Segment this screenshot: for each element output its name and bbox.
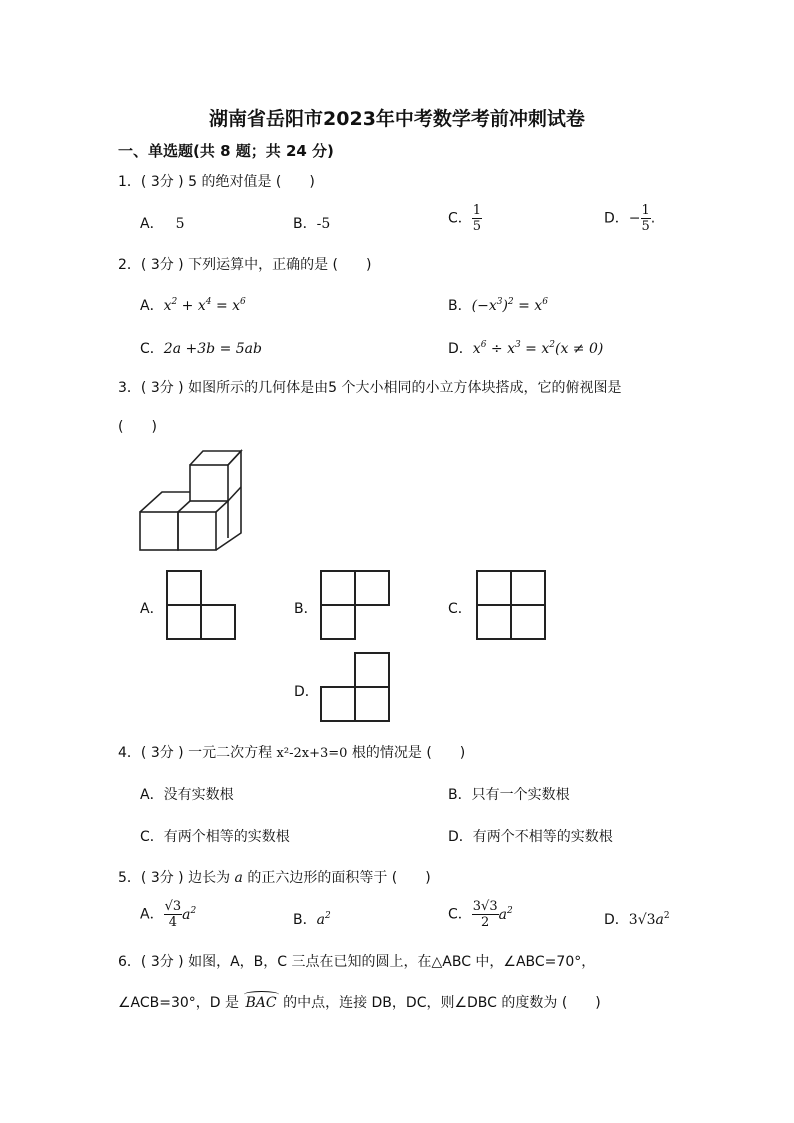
- option-label: A．: [140, 298, 164, 314]
- fraction: [641, 203, 651, 234]
- q4-option-c[interactable]: C．有两个相等的实数根: [140, 829, 290, 845]
- q4-stem: [118, 742, 465, 762]
- q1-option-a[interactable]: [140, 213, 185, 233]
- formula: $x^2 + x^4 = x^6$: [163, 297, 246, 314]
- period: .: [650, 210, 656, 227]
- q5-stem: [118, 867, 431, 887]
- option-label: D．: [448, 341, 473, 357]
- q1-option-d[interactable]: [604, 203, 655, 234]
- q1-option-b[interactable]: [293, 213, 330, 233]
- q5-option-a[interactable]: [140, 899, 196, 930]
- q3-option-b-figure[interactable]: [320, 570, 392, 642]
- q6-line2: [118, 992, 601, 1012]
- formula: $(-x^3)^2 = x^6$: [471, 297, 548, 314]
- formula: 2a +3b = 5ab: [163, 341, 262, 357]
- formula: $a^2$: [182, 905, 197, 923]
- q6-line2-pre: ∠ACB=30°，D 是: [118, 995, 244, 1011]
- q1-option-c[interactable]: [448, 203, 482, 234]
- q3-option-a-label[interactable]: A．: [140, 601, 164, 617]
- formula: $a^2$: [316, 911, 331, 928]
- formula: $x^6 \div x^3 = x^2(x \ne 0)$: [472, 340, 604, 357]
- minus-sign: −: [628, 210, 641, 227]
- q4-option-d[interactable]: D．有两个不相等的实数根: [448, 829, 613, 845]
- q5-stem-pre: 5．( 3分 ) 边长为: [118, 870, 235, 886]
- fraction: $\frac{√3}{4}$: [164, 899, 182, 930]
- q3-option-a-figure[interactable]: [166, 570, 238, 642]
- option-text: 5: [175, 216, 185, 232]
- option-label: B．: [293, 912, 317, 928]
- q3-option-d-label[interactable]: D．: [294, 684, 319, 700]
- q3-option-d-figure[interactable]: [320, 652, 392, 724]
- option-label: B．: [448, 298, 472, 314]
- q2-stem: 2．( 3分 ) 下列运算中，正确的是 ( ): [118, 257, 372, 273]
- option-label: C．: [448, 906, 472, 923]
- arc-mark: [244, 991, 279, 998]
- q4-stem-post: 根的情况是 ( ): [347, 745, 466, 761]
- formula: $3√3a^2$: [628, 911, 670, 928]
- page-title: 湖南省岳阳市2023年中考数学考前冲刺试卷: [209, 108, 585, 130]
- section-heading: 一、单选题(共 8 题；共 24 分): [118, 142, 334, 160]
- option-label: D．: [604, 210, 629, 227]
- q4-equation: x²-2x+3=0: [276, 746, 348, 761]
- fraction: [472, 203, 482, 234]
- denominator: 5: [472, 219, 482, 234]
- formula: $a^2$: [498, 905, 513, 923]
- option-label: C．: [448, 210, 472, 227]
- cube-solid-figure: [130, 445, 250, 557]
- fraction: $\frac{3√3}{2}$: [472, 899, 498, 930]
- q3-option-b-label[interactable]: B．: [294, 601, 318, 617]
- arc-letters: BAC: [245, 995, 277, 1011]
- q4-option-a[interactable]: A．没有实数根: [140, 787, 234, 803]
- q2-option-a[interactable]: [140, 295, 246, 315]
- q5-option-c[interactable]: [448, 899, 513, 930]
- arc-notation: [244, 995, 279, 1011]
- q5-stem-post: 的正六边形的面积等于 ( ): [242, 870, 431, 886]
- option-text: -5: [316, 216, 331, 232]
- q5-variable: a: [234, 870, 243, 886]
- q1-stem: 1．( 3分 ) 5 的绝对值是 ( ): [118, 174, 315, 190]
- q4-stem-pre: 4．( 3分 ) 一元二次方程: [118, 745, 277, 761]
- numerator: 1: [641, 203, 650, 218]
- option-label: A．: [140, 906, 164, 923]
- option-label: D．: [604, 912, 629, 928]
- q3-option-c-figure[interactable]: [476, 570, 548, 642]
- denominator: 5: [641, 219, 650, 234]
- q2-option-b[interactable]: [448, 295, 548, 315]
- option-label: C．: [140, 341, 164, 357]
- option-label: A．: [140, 216, 164, 232]
- q6-line2-post: 的中点，连接 DB，DC，则∠DBC 的度数为 ( ): [278, 995, 601, 1011]
- q6-line1: 6．( 3分 ) 如图，A，B，C 三点在已知的圆上，在△ABC 中，∠ABC=70°，: [118, 954, 596, 970]
- q5-option-d[interactable]: [604, 909, 670, 929]
- q2-option-c[interactable]: [140, 338, 262, 358]
- q4-option-b[interactable]: B．只有一个实数根: [448, 787, 570, 803]
- q3-stem: 3．( 3分 ) 如图所示的几何体是由5 个大小相同的小立方体块搭成，它的俯视图是: [118, 380, 622, 396]
- numerator: 1: [472, 203, 482, 218]
- option-label: B．: [293, 216, 317, 232]
- q2-option-d[interactable]: [448, 338, 603, 358]
- q5-option-b[interactable]: [293, 909, 331, 929]
- q3-stem-paren: ( ): [118, 419, 157, 435]
- q3-option-c-label[interactable]: C．: [448, 601, 472, 617]
